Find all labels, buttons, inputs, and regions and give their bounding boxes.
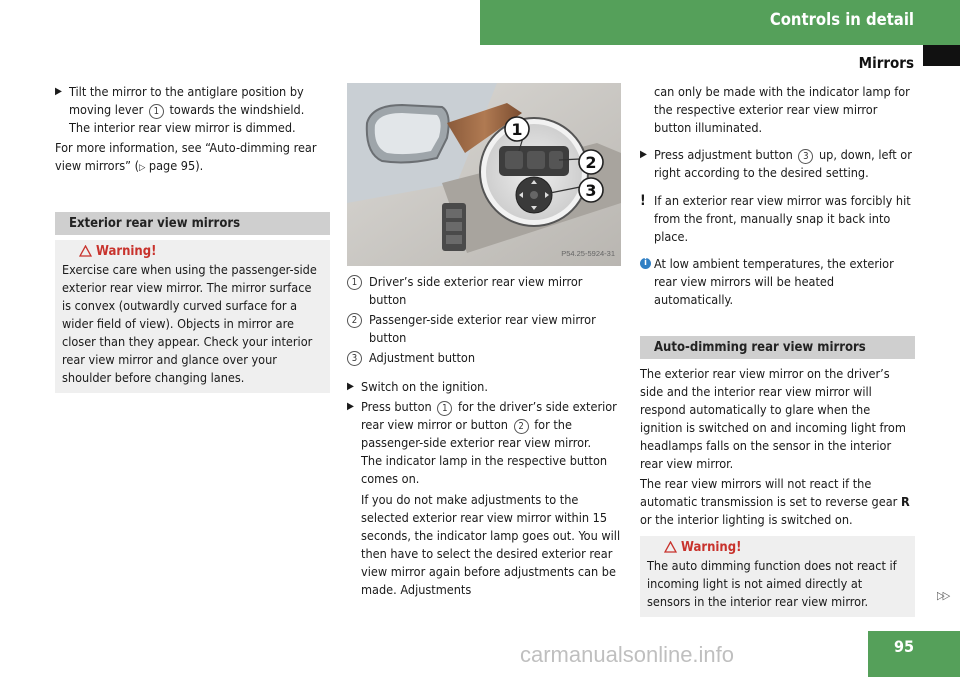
caution-note: ! If an exterior rear view mirror was forcibly hit from the front, manually snap it back into place. — [640, 193, 911, 244]
warning-box — [55, 240, 330, 393]
more-info-text: For more information, see “Auto-dimming rear view mirrors” (▷ page 95). — [55, 140, 317, 173]
column-middle — [347, 83, 623, 599]
section-title: Controls in detail — [769, 10, 914, 29]
bullet-arrow-icon: ▶ — [640, 149, 647, 160]
callout-2-label: 2 — [585, 153, 597, 172]
legend-item: 3 Adjustment button — [347, 349, 623, 367]
warning-triangle-icon — [664, 541, 677, 553]
callout-number: 1 — [437, 401, 452, 416]
continue-arrow-icon: ▷▷ — [937, 589, 949, 602]
mirror-controls-photo — [347, 83, 623, 266]
page-number-box — [868, 631, 960, 677]
subsection-title: Mirrors — [858, 54, 914, 72]
page-number: 95 — [893, 637, 914, 656]
bullet-arrow-icon: ▶ — [347, 381, 354, 392]
warning-title: Warning! — [647, 539, 908, 557]
auto-dimming-exceptions: The rear view mirrors will not react if the automatic transmission is set to reverse gear R or the interior lighting is switched on. — [640, 476, 910, 527]
exclamation-icon: ! — [640, 193, 646, 209]
info-note: i At low ambient temperatures, the exterior rear view mirrors will be heated automatically. — [640, 255, 915, 309]
section-heading: Exterior rear view mirrors — [55, 212, 330, 235]
page-ref-arrow-icon: ▷ — [139, 163, 146, 173]
instruction-result: The indicator lamp in the respective button comes on. — [361, 453, 608, 486]
bullet-arrow-icon: ▶ — [55, 86, 62, 97]
watermark: carmanualsonline.info — [520, 642, 735, 667]
callout-number: 2 — [514, 419, 529, 434]
instruction-select-mirror: ▶ Press button 1 for the driver’s side exterior rear view mirror or button 2 for the passenger-side exterior rear view mirror. The indicator lamp in the respective button comes on. — [347, 399, 617, 486]
column-left — [55, 83, 330, 393]
warning-box — [640, 536, 915, 617]
callout-3-label: 3 — [585, 181, 597, 200]
callout-number: 3 — [798, 149, 813, 164]
warning-text: The auto dimming function does not react if incoming light is not aimed directly at sensors in the interior rear view mirror. — [647, 558, 897, 609]
auto-dimming-paragraph: The exterior rear view mirror on the driver’s side and the interior rear view mirror will respond automatically to glare when the ignition is switched on and incoming light from headlamps falls on the sensor in the interior rear view mirror. — [640, 366, 906, 471]
page-reference-link[interactable]: page 95). — [148, 158, 204, 173]
continued-paragraph: can only be made with the indicator lamp for the respective exterior rear view mirror button illuminated. — [654, 84, 910, 135]
callout-number: 1 — [149, 104, 164, 119]
instruction-adjust: ▶ Press adjustment button 3 up, down, left or right according to the desired setting. — [640, 147, 912, 180]
legend-item: 2 Passenger-side exterior rear view mirror button — [347, 311, 623, 347]
door-panel-image — [347, 83, 621, 266]
image-code: P54.25-5924-31 — [561, 249, 615, 258]
legend-item: 1 Driver’s side exterior rear view mirror button — [347, 273, 623, 309]
warning-triangle-icon — [79, 245, 92, 257]
column-right — [640, 83, 915, 617]
section-heading: Auto-dimming rear view mirrors — [640, 336, 915, 359]
reverse-gear-label: R — [900, 494, 910, 509]
warning-text: Exercise care when using the passenger-side exterior rear view mirror. The mirror surface is convex (outwardly curved surface for a wider field of view). Objects in mirror are closer than they appear. Check your interior rear view mirror and glance over your shoulder before changing lanes. — [62, 262, 317, 385]
callout-1-label: 1 — [511, 120, 523, 139]
instruction-ignition: ▶ Switch on the ignition. — [347, 379, 488, 394]
bullet-arrow-icon: ▶ — [347, 401, 354, 412]
photo-legend — [347, 273, 623, 367]
warning-title: Warning! — [62, 243, 323, 261]
instruction-tilt-mirror: ▶ Tilt the mirror to the antiglare position by moving lever 1 towards the windshield. The interior rear view mirror is dimmed. — [55, 84, 305, 135]
timeout-paragraph: If you do not make adjustments to the selected exterior rear view mirror within 15 seconds, the indicator lamp goes out. You will then have to select the desired exterior rear view mirror again before adjustments can be made. Adjustments — [361, 492, 621, 597]
info-icon: i — [640, 258, 651, 269]
header-tab-marker — [923, 45, 960, 66]
instruction-result: The interior rear view mirror is dimmed. — [69, 120, 296, 135]
